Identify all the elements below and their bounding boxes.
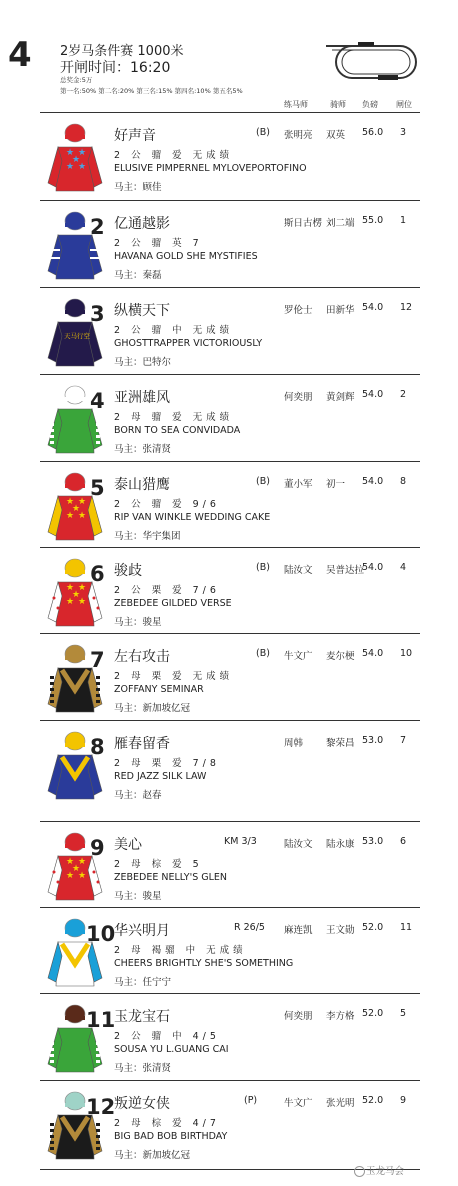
- jockey-name: 黎荣昌: [326, 738, 355, 749]
- horse-info: 2 公 骝 中 4/5: [114, 1031, 220, 1042]
- jockey-name: 张光明: [326, 1098, 355, 1109]
- svg-text:★: ★: [78, 871, 87, 881]
- owner: 马主：新加坡亿冠: [114, 1150, 191, 1161]
- owner: 马主：赵春: [114, 790, 162, 801]
- trainer-name: 斯日古楞: [284, 218, 323, 229]
- carried-weight: 54.0: [362, 389, 384, 400]
- carried-weight: 54.0: [362, 562, 384, 573]
- runner-row: [40, 461, 420, 548]
- runner-row: [40, 374, 420, 462]
- runner-tag: (B): [256, 127, 270, 138]
- runner-row: [40, 1080, 420, 1170]
- carried-weight: 54.0: [362, 476, 384, 487]
- trainer-name: 张明亮: [284, 130, 313, 141]
- race-header: [0, 0, 458, 110]
- horse-name: 雁春留香: [114, 736, 170, 752]
- runner-row: [40, 287, 420, 375]
- runner-row: [40, 200, 420, 288]
- runner-row: [40, 547, 420, 634]
- owner: 马主：华宇集团: [114, 531, 181, 542]
- horse-name: 纵横天下: [114, 303, 170, 319]
- owner: 马主：顾佳: [114, 182, 162, 193]
- wechat-icon: [354, 1166, 365, 1177]
- barrier-draw: 6: [400, 836, 407, 847]
- carried-weight: 55.0: [362, 215, 384, 226]
- horse-name: 亿通越影: [114, 216, 170, 232]
- col-weight: 负磅: [362, 100, 378, 109]
- runner-number: 2: [90, 215, 105, 239]
- carried-weight: 53.0: [362, 836, 384, 847]
- carried-weight: 54.0: [362, 302, 384, 313]
- barrier-draw: 12: [400, 302, 413, 313]
- barrier-draw: 7: [400, 735, 407, 746]
- col-jockey: 骑师: [330, 100, 346, 109]
- svg-text:★: ★: [66, 511, 75, 521]
- svg-text:★: ★: [78, 597, 87, 607]
- barrier-draw: 1: [400, 215, 407, 226]
- jockey-name: 陆永康: [326, 839, 355, 850]
- pedigree: SOUSA YU L.GUANG CAI: [114, 1044, 229, 1055]
- horse-name: 美心: [114, 837, 142, 853]
- jockey-silks-icon: [44, 121, 106, 193]
- horse-info: 2 母 褐骝 中 无成绩: [114, 945, 247, 956]
- jockey-name: 吴普达拉: [326, 565, 365, 576]
- pedigree: RIP VAN WINKLE WEDDING CAKE: [114, 512, 271, 523]
- track-diagram-icon: [322, 40, 422, 84]
- carried-weight: 52.0: [362, 922, 384, 933]
- runner-row: [40, 720, 420, 822]
- pedigree: RED JAZZ SILK LAW: [114, 771, 207, 782]
- runner-number: 6: [90, 562, 105, 586]
- svg-text:★: ★: [78, 511, 87, 521]
- runner-tag: (B): [256, 476, 270, 487]
- trainer-name: 董小军: [284, 479, 313, 490]
- svg-text:★: ★: [66, 597, 75, 607]
- pedigree: GHOSTTRAPPER VICTORIOUSLY: [114, 338, 263, 349]
- svg-text:★: ★: [66, 871, 75, 881]
- runner-tag: (P): [244, 1095, 258, 1106]
- svg-text:★: ★: [72, 155, 81, 165]
- pedigree: BIG BAD BOB BIRTHDAY: [114, 1131, 228, 1142]
- horse-name: 亚洲雄风: [114, 390, 170, 406]
- barrier-draw: 11: [400, 922, 413, 933]
- runner-number: 5: [90, 476, 105, 500]
- svg-text:★: ★: [72, 864, 81, 874]
- svg-text:★: ★: [66, 583, 75, 593]
- col-draw: 闸位: [396, 100, 412, 109]
- horse-name: 泰山猎鹰: [114, 477, 170, 493]
- prize-distribution: 第一名:50% 第二名:20% 第三名:15% 第四名:10% 第五名5%: [60, 87, 243, 95]
- horse-info: 2 公 骝 中 无成绩: [114, 325, 234, 336]
- trainer-name: 陆汝文: [284, 565, 313, 576]
- svg-text:★: ★: [78, 148, 87, 158]
- runner-row: [40, 907, 420, 994]
- svg-text:★: ★: [78, 583, 87, 593]
- pedigree: ZEBEDEE GILDED VERSE: [114, 598, 232, 609]
- horse-info: 2 公 栗 爱 7/6: [114, 585, 220, 596]
- trainer-name: 周韩: [284, 738, 304, 749]
- watermark: 玉龙马会: [366, 1166, 405, 1177]
- trainer-name: 陆汝文: [284, 839, 313, 850]
- horse-name: 叛逆女侠: [114, 1096, 170, 1112]
- horse-info: 2 母 栗 爱 无成绩: [114, 671, 234, 682]
- runner-number: 12: [86, 1095, 116, 1119]
- owner: 马主：秦磊: [114, 270, 162, 281]
- barrier-draw: 10: [400, 648, 413, 659]
- horse-name: 左右攻击: [114, 649, 170, 665]
- pedigree: ZEBEDEE NELLY'S GLEN: [114, 872, 228, 883]
- carried-weight: 54.0: [362, 648, 384, 659]
- race-title: 2岁马条件赛 1000米: [60, 44, 184, 59]
- silk-lettering: 天马行空: [64, 332, 90, 340]
- pedigree: CHEERS BRIGHTLY SHE'S SOMETHING: [114, 958, 294, 969]
- horse-name: 华兴明月: [114, 923, 170, 939]
- runner-tag: (B): [256, 648, 270, 659]
- runner-tag: R 26/5: [234, 922, 265, 933]
- jockey-name: 田新华: [326, 305, 355, 316]
- horse-info: 2 公 骝 爱 9/6: [114, 499, 220, 510]
- trainer-name: 牛文广: [284, 1098, 313, 1109]
- svg-text:★: ★: [66, 857, 75, 867]
- owner: 马主：张清贤: [114, 1063, 172, 1074]
- pedigree: HAVANA GOLD SHE MYSTIFIES: [114, 251, 258, 262]
- runner-number: 9: [90, 836, 105, 860]
- horse-name: 玉龙宝石: [114, 1009, 170, 1025]
- carried-weight: 52.0: [362, 1008, 384, 1019]
- owner: 马主：任宁宁: [114, 977, 172, 988]
- runner-row: [40, 112, 420, 201]
- runner-row: [40, 993, 420, 1081]
- jockey-name: 初一: [326, 479, 346, 490]
- barrier-draw: 2: [400, 389, 407, 400]
- jockey-name: 李方格: [326, 1011, 355, 1022]
- svg-text:★: ★: [72, 504, 81, 514]
- runner-tag: (B): [256, 562, 270, 573]
- pedigree: ELUSIVE PIMPERNEL MYLOVEPORTOFINO: [114, 163, 307, 174]
- barrier-draw: 8: [400, 476, 407, 487]
- horse-info: 2 母 棕 爱 4/7: [114, 1118, 220, 1129]
- owner: 马主：骏星: [114, 891, 162, 902]
- jockey-name: 黄剑辉: [326, 392, 355, 403]
- horse-name: 骏歧: [114, 563, 142, 579]
- runner-number: 11: [86, 1008, 116, 1032]
- runner-number: 7: [90, 648, 105, 672]
- svg-text:★: ★: [66, 497, 75, 507]
- carried-weight: 53.0: [362, 735, 384, 746]
- runner-number: 8: [90, 735, 105, 759]
- trainer-name: 牛文广: [284, 651, 313, 662]
- pedigree: ZOFFANY SEMINAR: [114, 684, 204, 695]
- trainer-name: 罗伦士: [284, 305, 313, 316]
- trainer-name: 麻连凯: [284, 925, 313, 936]
- barrier-draw: 4: [400, 562, 407, 573]
- jockey-name: 王文勋: [326, 925, 355, 936]
- svg-text:★: ★: [66, 162, 75, 172]
- race-prize: 总奖金:5万: [60, 76, 93, 84]
- trainer-name: 何奕朋: [284, 392, 313, 403]
- barrier-draw: 5: [400, 1008, 407, 1019]
- horse-info: 2 母 棕 爱 5: [114, 859, 203, 870]
- runner-number: 10: [86, 922, 116, 946]
- horse-info: 2 公 骝 英 7: [114, 238, 203, 249]
- pedigree: BORN TO SEA CONVIDADA: [114, 425, 241, 436]
- jockey-name: 双英: [326, 130, 346, 141]
- horse-info: 2 母 骝 爱 无成绩: [114, 412, 234, 423]
- jockey-name: 麦尔梗: [326, 651, 355, 662]
- carried-weight: 56.0: [362, 127, 384, 138]
- svg-text:★: ★: [78, 162, 87, 172]
- barrier-draw: 3: [400, 127, 407, 138]
- carried-weight: 52.0: [362, 1095, 384, 1106]
- runner-tag: KM 3/3: [224, 836, 257, 847]
- owner: 马主：巴特尔: [114, 357, 172, 368]
- horse-info: 2 母 栗 爱 7/8: [114, 758, 220, 769]
- race-start-time: 开闸时间：16:20: [60, 60, 171, 76]
- col-trainer: 练马师: [284, 100, 308, 109]
- horse-info: 2 公 骝 爱 无成绩: [114, 150, 234, 161]
- race-number: 4: [8, 35, 32, 75]
- runner-row: [40, 821, 420, 908]
- horse-name: 好声音: [114, 128, 156, 144]
- svg-text:★: ★: [72, 590, 81, 600]
- runner-number: 3: [90, 302, 105, 326]
- owner: 马主：张清贤: [114, 444, 172, 455]
- owner: 马主：骏星: [114, 617, 162, 628]
- svg-text:★: ★: [78, 857, 87, 867]
- runner-number: 4: [90, 389, 105, 413]
- svg-text:★: ★: [66, 148, 75, 158]
- svg-text:★: ★: [78, 497, 87, 507]
- trainer-name: 何奕朋: [284, 1011, 313, 1022]
- jockey-name: 刘二端: [326, 218, 355, 229]
- runner-row: [40, 633, 420, 721]
- barrier-draw: 9: [400, 1095, 407, 1106]
- owner: 马主：新加坡亿冠: [114, 703, 191, 714]
